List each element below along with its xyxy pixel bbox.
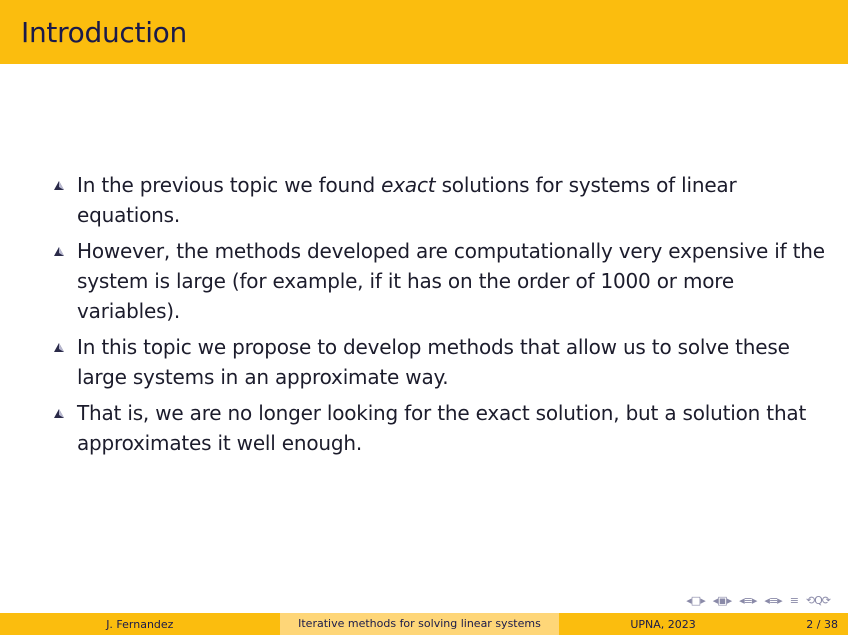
beamer-navigation	[686, 592, 830, 608]
footer-bar	[0, 613, 848, 635]
frame-title: Introduction	[21, 15, 187, 49]
bullet-item	[50, 332, 830, 392]
bullet-list	[50, 170, 830, 458]
frame-prev-icon[interactable]: ◂□▸	[686, 593, 705, 607]
emphasis-exact: exact	[381, 173, 436, 197]
bullet-triangle-icon	[52, 245, 66, 259]
bullet-text-1b: solutions for systems of linear equations.	[77, 173, 737, 227]
section-prev-icon[interactable]: ◂≡▸	[739, 593, 757, 607]
align-icon[interactable]: ≡	[789, 593, 798, 607]
slide-content	[50, 170, 830, 464]
bullet-text-3: In this topic we propose to develop methods that allow us to solve these large systems in an approximate way.	[77, 335, 790, 389]
bullet-text-4: That is, we are no longer looking for the exact solution, but a solution that approximates it well enough.	[77, 401, 807, 455]
bullet-triangle-icon	[52, 407, 66, 421]
bullet-text-1: In the previous topic we found	[77, 173, 382, 197]
subsection-nav-icon[interactable]: ◂▣▸	[712, 593, 732, 607]
footer-author: J. Fernandez	[106, 617, 174, 631]
bullet-triangle-icon	[52, 341, 66, 355]
footer-institute: UPNA, 2023	[630, 617, 696, 631]
bullet-item	[50, 398, 830, 458]
footer-page-number: 2 / 38	[806, 617, 838, 631]
bullet-triangle-icon	[52, 179, 66, 193]
zoom-search-icon[interactable]: ⟲Q⟳	[805, 593, 830, 607]
frame-title-bar	[0, 0, 848, 64]
footer-short-title: Iterative methods for solving linear systems	[280, 613, 560, 635]
bullet-item	[50, 170, 830, 230]
section-next-icon[interactable]: ◂≡▸	[764, 593, 782, 607]
bullet-text-2: However, the methods developed are computationally very expensive if the system is large (for example, if it has on the order of 1000 or more variables).	[77, 239, 825, 323]
bullet-item	[50, 236, 830, 326]
